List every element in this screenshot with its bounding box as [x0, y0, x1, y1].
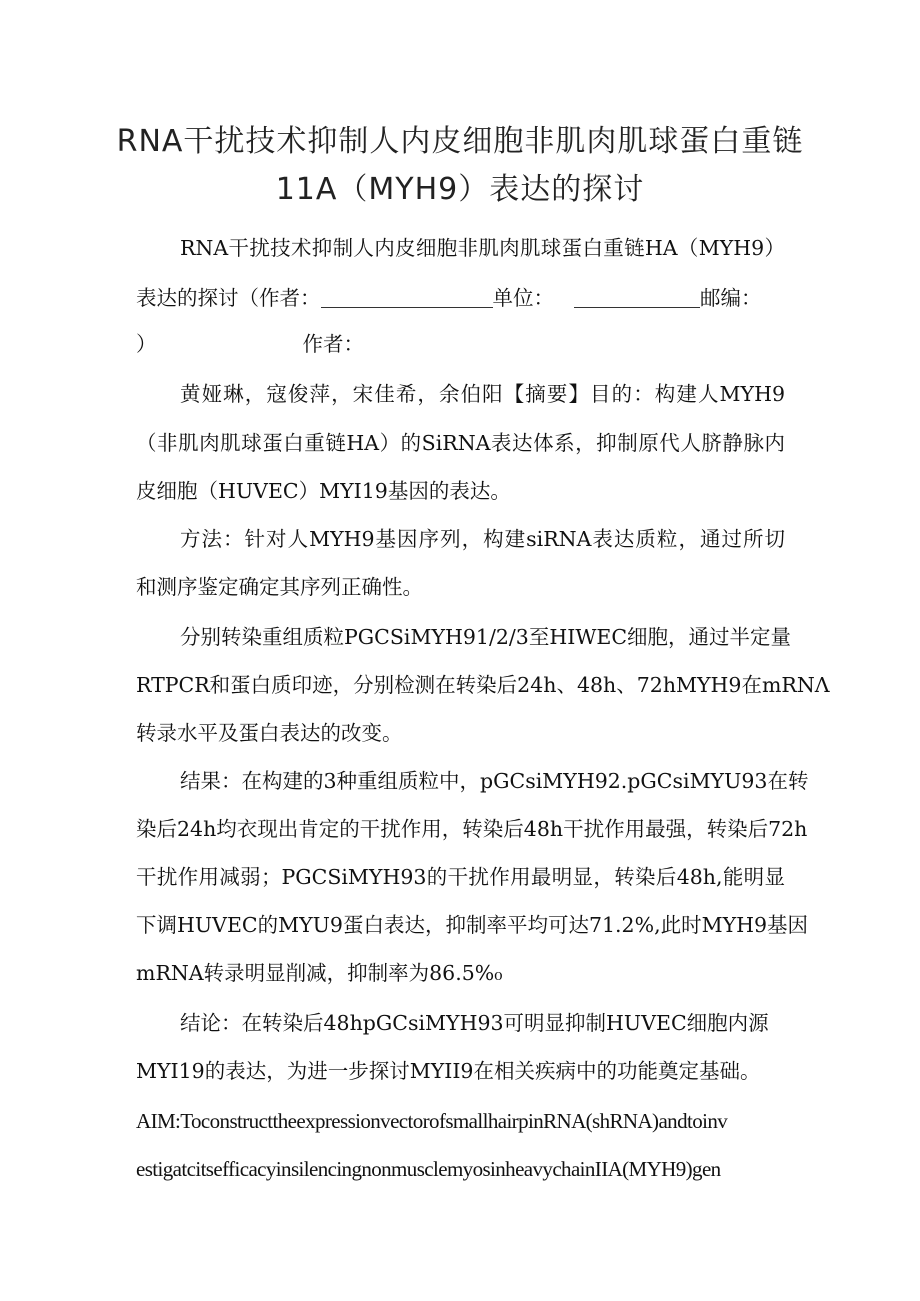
method-line-1: 方法：针对人MYH9基因序列，构建siRNA表达质粒，通过所切 — [180, 527, 785, 551]
intro-author-label-2: 作者： — [302, 332, 364, 356]
intro-unit-label: 单位： — [492, 286, 554, 310]
result-line-3: 干扰作用减弱；PGCSiMYH93的干扰作用最明显，转染后48h,能明显 — [136, 865, 785, 889]
intro-close-paren: ） — [136, 332, 157, 356]
intro-line-1: RNA干扰技术抑制人内皮细胞非肌肉肌球蛋白重链HA（MYH9） — [180, 236, 785, 260]
conclusion-line-2: MYI19的表达，为进一步探讨MYII9在相关疾病中的功能奠定基础。 — [136, 1059, 761, 1083]
unit-blank — [574, 289, 700, 308]
result-line-1: 结果：在构建的3种重组质粒中，pGCsiMYH92.pGCsiMYU93在转 — [180, 769, 809, 793]
english-line-1: AIM:ToconstructtheexpressionvectorofsmallhairpinRNA(shRNA)andtoinv — [136, 1109, 728, 1133]
abstract-line-2: （非肌肉肌球蛋白重链HA）的SiRNA表达体系，抑制原代人脐静脉内 — [136, 431, 785, 455]
title-line-1: RNA干扰技术抑制人内皮细胞非肌肉肌球蛋白重链 — [116, 124, 804, 159]
abstract-line-1: 黄娅琳，寇俊萍，宋佳希，余伯阳【摘要】目的：构建人MYH9 — [180, 382, 785, 406]
intro-line-3 — [136, 334, 364, 355]
transfect-line-3: 转录水平及蛋白表达的改变。 — [136, 721, 403, 745]
abstract-line-3: 皮细胞（HUVEC）MYI19基因的表达。 — [136, 479, 511, 503]
transfect-line-2: RTPCR和蛋白质印迹，分别检测在转染后24h、48h、72hMYH9在mRNΛ — [136, 673, 830, 697]
intro-line-2 — [136, 288, 762, 309]
result-line-4: 下调HUVEC的MYU9蛋白表达，抑制率平均可达71.2%,此时MYH9基因 — [136, 913, 809, 937]
intro-author-label: 表达的探讨（作者： — [136, 286, 321, 310]
transfect-line-1: 分别转染重组质粒PGCSiMYH91/2/3至HIWEC细胞，通过半定量 — [180, 625, 792, 649]
result-line-2: 染后24h均衣现出肯定的干扰作用，转染后48h干扰作用最强，转染后72h — [136, 817, 808, 841]
english-line-2: estigatcitsefficacyinsilencingnonmusclemyosinheavychainIIA(MYH9)gen — [136, 1157, 721, 1181]
result-line-5: mRNA转录明显削减，抑制率为86.5%₀ — [136, 961, 503, 985]
title-line-2: 11A（MYH9）表达的探讨 — [275, 172, 645, 207]
method-line-2: 和测序鉴定确定其序列正确性。 — [136, 575, 423, 599]
author-blank — [321, 289, 493, 308]
conclusion-line-1: 结论：在转染后48hpGCsiMYH93可明显抑制HUVEC细胞内源 — [180, 1011, 769, 1035]
intro-postcode-label: 邮编： — [700, 286, 762, 310]
